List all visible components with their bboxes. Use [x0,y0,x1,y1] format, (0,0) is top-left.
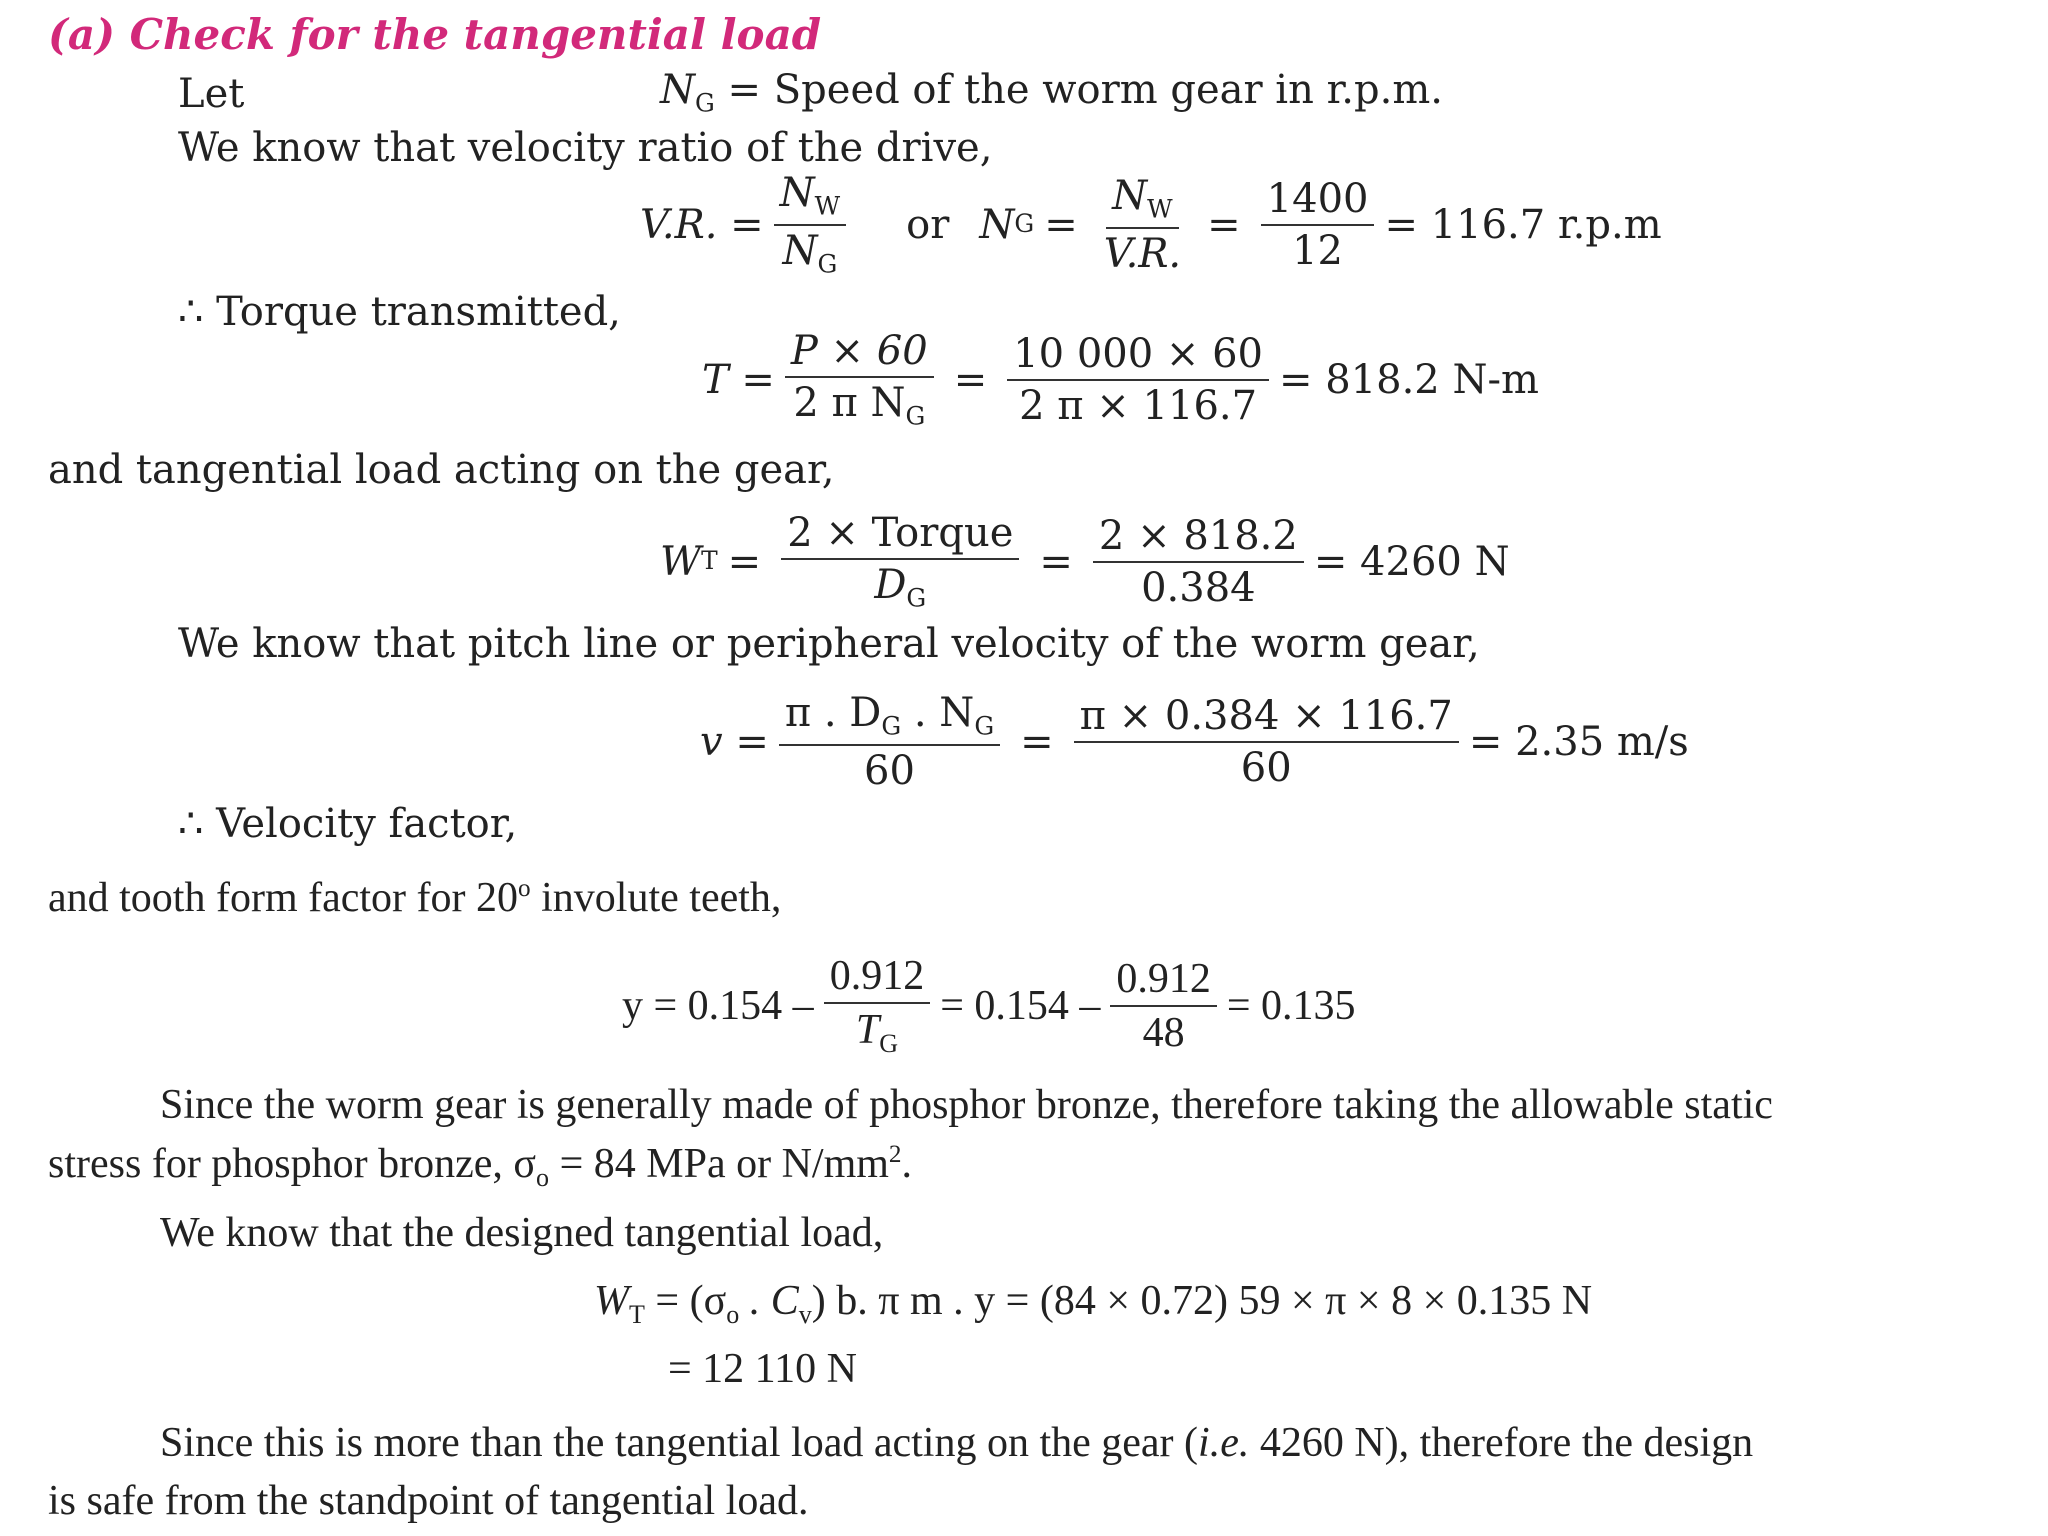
tangential-intro: and tangential load acting on the gear, [48,447,835,493]
vr-fraction-1 [774,172,847,277]
torque-f1-den: 2 π N [793,380,906,426]
y-fraction-2 [1110,957,1217,1055]
wt2-sigma-sub: o [726,1300,740,1330]
ng-subscript: G [695,88,715,118]
vr-lhs: V.R. = [640,201,764,248]
torque-fraction-1 [785,330,934,430]
sigma-sub: o [536,1163,550,1193]
vr-f1-den-sub: G [817,249,838,279]
v-fraction-1 [779,692,1000,792]
y-f1-num: 0.912 [824,954,931,1004]
v-f1-num-a-sub: G [881,711,902,741]
wt-f2-num: 2 × 818.2 [1093,515,1304,563]
vr-f2-num-sub: W [1147,194,1173,224]
torque-f2-num: 10 000 × 60 [1007,333,1269,381]
v-f1-num-a: π . D [784,690,882,736]
vr-equation [640,172,1662,277]
torque-fraction-2 [1007,330,1269,429]
bronze-para-line2: stress for phosphor bronze, $\sigma_o = 84$ MPa or $N/mm^2$. [48,1141,913,1193]
wt-f1-num: 2 × Torque [781,512,1019,560]
ng-definition [660,67,1443,118]
y-fraction-1 [824,954,931,1058]
y-f2-den: 48 [1142,1009,1185,1056]
vr-fraction-3 [1261,175,1375,274]
torque-f2-den: 2 π × 116.7 [1019,382,1258,429]
vr-f1-num: N [779,170,815,216]
v-f1-num-b: . N [901,690,975,736]
wt2-equation: $W_T = (\sigma_o$ . $C_v$) b. π m . y = (84 × 0.72) 59 × π × 8 × 0.135 N [594,1278,1593,1330]
vr-f2-den: V.R. [1103,230,1182,277]
y-lhs: y = 0.154 – [622,982,814,1029]
vr-f3-den: 12 [1292,227,1344,274]
wt2-result: = 12 110 N [668,1346,857,1392]
y-f1-den: T [855,1007,880,1054]
y-f2-num: 0.912 [1110,957,1217,1007]
y-equation [622,954,1356,1058]
degree-sup: o [518,875,531,902]
ie-text: i.e. [1198,1420,1250,1466]
wt2-lhs-sub: T [629,1300,645,1330]
torque-f1-den-sub: G [905,401,926,431]
wt-f2-den: 0.384 [1141,564,1256,611]
vr-ng: N [979,201,1015,248]
vr-eq2: = [1207,201,1241,248]
vr-eq1: = [1044,201,1078,248]
vr-f3-num: 1400 [1261,178,1375,226]
wt2-cv-sub: v [798,1300,812,1330]
torque-eq: = [953,356,988,403]
safe-para-line1: Since this is more than the tangential load acting on the gear (i.e. 4260 N), therefore the design [160,1420,1754,1466]
y-mid: = 0.154 – [940,982,1101,1029]
torque-equation [702,330,1539,430]
wt-result: = 4260 N [1313,538,1510,585]
vr-f1-den: N [782,227,818,274]
torque-lhs: T = [702,356,775,403]
wt-f1-den-sub: G [906,583,927,613]
mm-sup: 2 [888,1141,902,1168]
wt-equation [660,512,1510,612]
y-f1-den-sub: G [879,1029,899,1059]
wt-fraction-1 [781,512,1019,612]
velocity-equation [700,692,1689,792]
wt-lhs: W [660,538,702,585]
vr-fraction-2 [1098,172,1187,277]
y-result: = 0.135 [1226,982,1356,1029]
wt-lhs-eq: = [727,538,762,585]
ng-definition-text: = Speed of the worm gear in r.p.m. [727,67,1443,113]
pitch-intro: We know that pitch line or peripheral velocity of the worm gear, [178,621,1480,667]
velocity-factor-label: ∴ Velocity factor, [178,801,518,847]
bronze-para-line1: Since the worm gear is generally made of phosphor bronze, therefore taking the allowable static [160,1082,1773,1128]
safe-para-line2: is safe from the standpoint of tangential load. [48,1478,809,1524]
vr-intro: We know that velocity ratio of the drive, [178,125,993,171]
let-label: Let [178,71,245,117]
designed-intro: We know that the designed tangential load, [160,1210,884,1256]
v-result: = 2.35 m/s [1468,718,1689,765]
torque-intro: ∴ Torque transmitted, [178,289,621,335]
v-eq: = [1020,718,1054,765]
wt-f1-den: D [874,562,907,608]
vr-or: or [906,201,950,248]
wt-lhs-sub: T [701,546,718,576]
wt-eq: = [1039,538,1073,585]
tooth-form-intro: and tooth form factor for 20$^o$ involute teeth, [48,875,782,922]
vr-result: = 116.7 r.p.m [1384,201,1662,248]
v-fraction-2 [1074,692,1459,791]
section-heading: (a) Check for the tangential load [48,10,822,59]
torque-f1-num: P × 60 [785,330,934,378]
vr-f1-num-sub: W [814,191,841,221]
v-f1-num-b-sub: G [974,711,995,741]
torque-result: = 818.2 N-m [1279,356,1539,403]
vr-f2-num: N [1112,172,1148,219]
v-f2-den: 60 [1240,744,1292,791]
v-lhs: v = [700,718,769,765]
wt-fraction-2 [1093,512,1304,611]
ng-symbol: N [660,67,695,113]
vr-ng-sub: G [1014,209,1035,239]
v-f2-num: π × 0.384 × 116.7 [1074,695,1459,743]
v-f1-den: 60 [864,747,915,794]
